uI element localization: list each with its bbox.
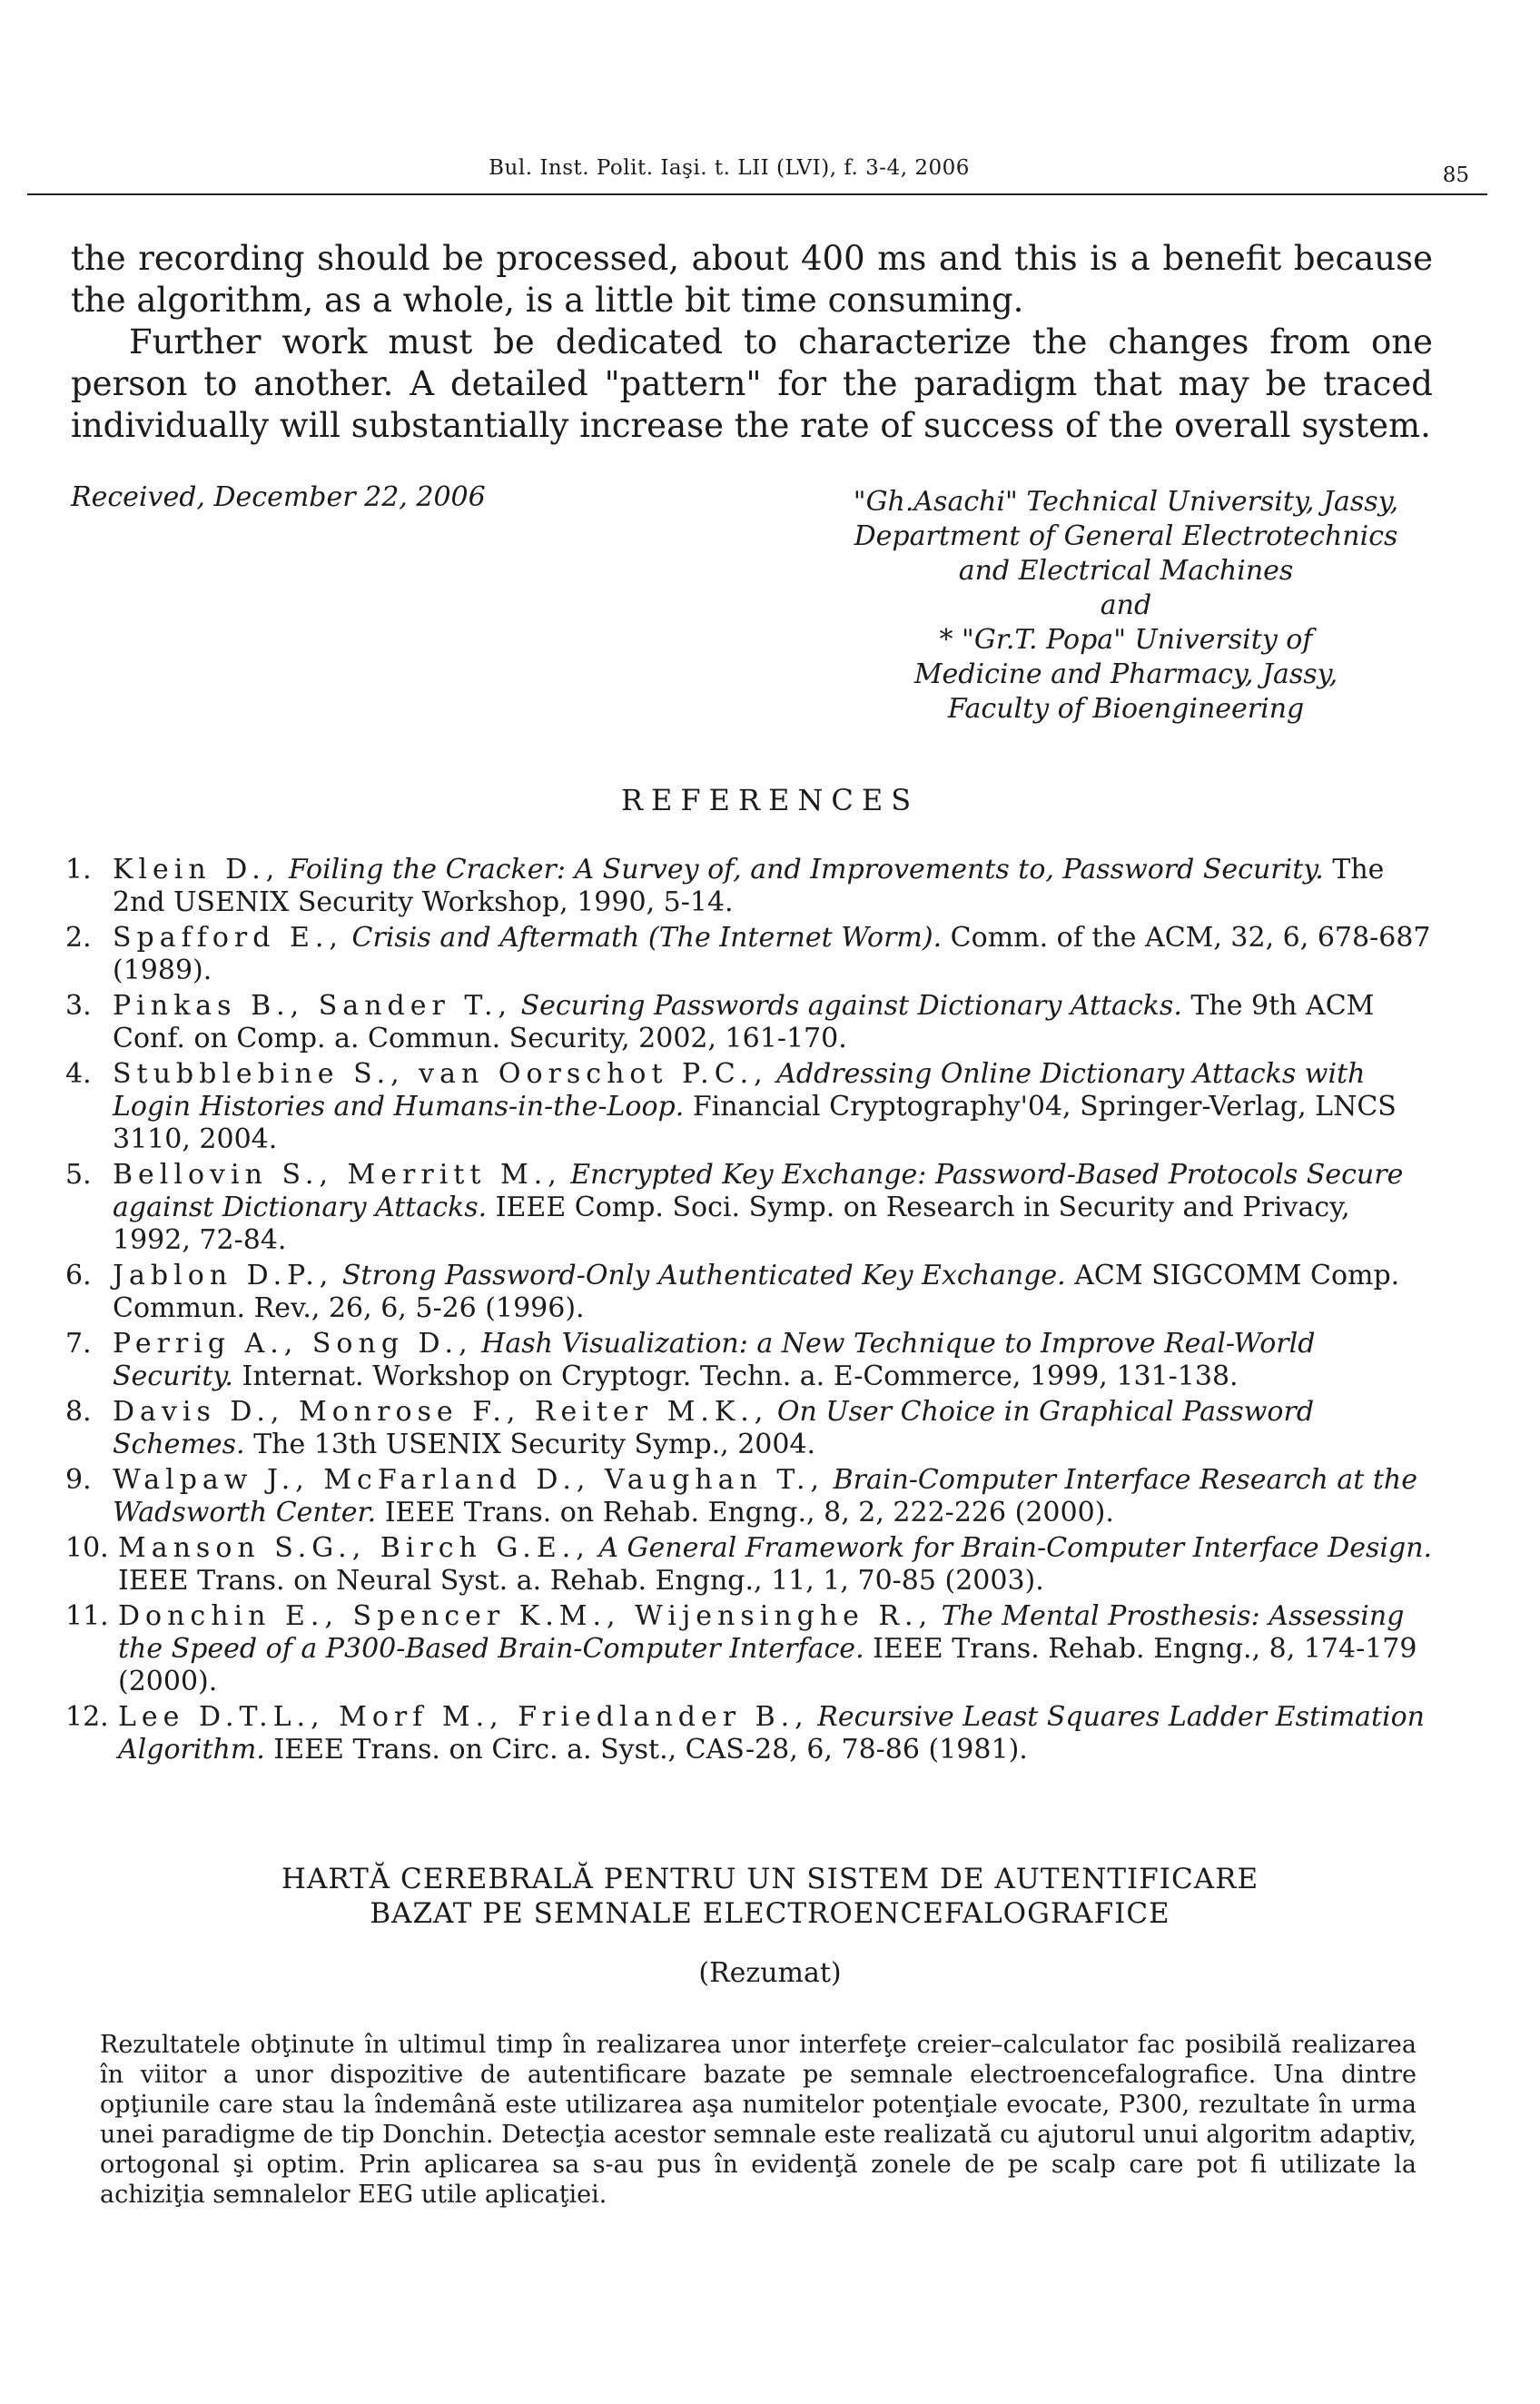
reference-title: Brain-Computer Interface Research at the Wadsworth Center. bbox=[113, 1464, 1417, 1528]
reference-authors: Bellovin S., Merritt M., bbox=[113, 1159, 562, 1191]
page-number: 85 bbox=[1442, 163, 1469, 187]
summary-title-line: BAZAT PE SEMNALE ELECTROENCEFALOGRAFICE bbox=[370, 1897, 1170, 1930]
reference-item bbox=[65, 854, 1436, 919]
reference-source: ACM SIGCOMM Comp. Commun. Rev., 26, 6, 5-26 (1996). bbox=[113, 1260, 1400, 1324]
reference-source: IEEE Trans. on Neural Syst. a. Rehab. Engng., 11, 1, 70-85 (2003). bbox=[118, 1565, 1044, 1597]
reference-source: IEEE Trans. on Circ. a. Syst., CAS-28, 6, 78-86 (1981). bbox=[273, 1734, 1028, 1766]
reference-title: Strong Password-Only Authenticated Key Exchange. bbox=[341, 1260, 1066, 1291]
reference-authors: Stubblebine S., van Oorschot P.C., bbox=[113, 1058, 768, 1090]
reference-number: 3. bbox=[65, 990, 92, 1022]
reference-authors: Walpaw J., McFarland D., Vaughan T., bbox=[113, 1464, 825, 1496]
reference-title: Addressing Online Dictionary Attacks with Login Histories and Humans-in-the-Loop. bbox=[113, 1058, 1366, 1123]
reference-item bbox=[65, 1159, 1436, 1257]
author-affiliation bbox=[772, 485, 1480, 727]
reference-number: 7. bbox=[65, 1328, 92, 1360]
reference-item bbox=[65, 990, 1436, 1055]
reference-title: Encrypted Key Exchange: Password-Based Protocols Secure against Dictionary Attacks. bbox=[113, 1159, 1404, 1223]
affiliation-line: Medicine and Pharmacy, Jassy, bbox=[913, 658, 1338, 690]
reference-number: 6. bbox=[65, 1260, 92, 1291]
reference-number: 10. bbox=[65, 1532, 109, 1564]
reference-source: IEEE Trans. Rehab. Engng., 8, 174-179 (2000). bbox=[118, 1633, 1417, 1697]
reference-item bbox=[65, 1260, 1436, 1325]
reference-source: The 9th ACM Conf. on Comp. a. Commun. Security, 2002, 161-170. bbox=[113, 990, 1375, 1054]
reference-authors: Perrig A., Song D., bbox=[113, 1328, 473, 1360]
paragraph-1: the recording should be processed, about 400 ms and this is a benefit because the algorithm, as a whole, is a little bit time consuming. bbox=[71, 239, 1433, 320]
reference-title: The Mental Prosthesis: Assessing the Speed of a P300-Based Brain-Computer Interface. bbox=[118, 1600, 1405, 1665]
reference-item bbox=[65, 1532, 1436, 1598]
summary-title-line: HARTĂ CEREBRALĂ PENTRU UN SISTEM DE AUTENTIFICARE bbox=[281, 1863, 1259, 1895]
journal-citation: Bul. Inst. Polit. Iaşi. t. LII (LVI), f. 3-4, 2006 bbox=[489, 156, 970, 180]
affiliation-line: Department of General Electrotechnics bbox=[854, 520, 1398, 552]
reference-item bbox=[65, 1396, 1436, 1461]
reference-number: 8. bbox=[65, 1396, 92, 1428]
reference-number: 2. bbox=[65, 922, 92, 954]
affiliation-line: and bbox=[1100, 589, 1152, 621]
reference-title: Securing Passwords against Dictionary Attacks. bbox=[520, 990, 1182, 1022]
reference-source: Comm. of the ACM, 32, 6, 678-687 (1989). bbox=[113, 922, 1431, 986]
reference-item bbox=[65, 1058, 1436, 1156]
reference-number: 4. bbox=[65, 1058, 92, 1090]
reference-item bbox=[65, 1701, 1436, 1766]
reference-list bbox=[65, 854, 1436, 1769]
reference-number: 1. bbox=[65, 854, 92, 885]
reference-source: Financial Cryptography'04, Springer-Verlag, LNCS 3110, 2004. bbox=[113, 1091, 1397, 1155]
reference-title: Foiling the Cracker: A Survey of, and Improvements to, Password Security. bbox=[288, 854, 1324, 885]
body-text bbox=[71, 238, 1433, 447]
reference-source: Internat. Workshop on Cryptogr. Techn. a. E-Commerce, 1999, 131-138. bbox=[242, 1360, 1239, 1392]
reference-item bbox=[65, 1600, 1436, 1698]
reference-number: 12. bbox=[65, 1701, 109, 1733]
reference-title: Hash Visualization: a New Technique to Improve Real-World Security. bbox=[113, 1328, 1316, 1392]
reference-title: A General Framework for Brain-Computer Interface Design. bbox=[598, 1532, 1433, 1564]
reference-authors: Jablon D.P., bbox=[113, 1260, 334, 1291]
reference-authors: Davis D., Monrose F., Reiter M.K., bbox=[113, 1396, 769, 1428]
reference-authors: Pinkas B., Sander T., bbox=[113, 990, 513, 1022]
summary-title bbox=[0, 1862, 1540, 1931]
reference-authors: Klein D., bbox=[113, 854, 281, 885]
summary-text: Rezultatele obţinute în ultimul timp în realizarea unor interfeţe creier–calculator fac posibilă realizarea în viitor a unor dispozitive de autentificare bazate pe semnale electroencefalografice. Una dintre opţiunile care stau la îndemână este utilizarea aşa numitelor potenţiale evocate, P300, rezultate în urma unei paradigme de tip Donchin. Detecţia acestor semnale este realizată cu ajutorul unui algoritm adaptiv, ortogonal şi optim. Prin aplicarea sa s-au pus în evidenţă zonele de pe scalp care pot fi utilizate la achiziţia semnalelor EEG utile aplicaţiei. bbox=[100, 2031, 1417, 2209]
reference-authors: Lee D.T.L., Morf M., Friedlander B., bbox=[118, 1701, 809, 1733]
paragraph-2: Further work must be dedicated to characterize the changes from one person to another. A detailed "pattern" for the paradigm that may be traced individually will substantially increase the rate of success of the overall system. bbox=[71, 322, 1433, 445]
reference-source: The 2nd USENIX Security Workshop, 1990, 5-14. bbox=[113, 854, 1385, 918]
affiliation-line: * "Gr.T. Popa" University of bbox=[939, 624, 1313, 656]
running-header bbox=[27, 156, 1469, 187]
reference-title: Recursive Least Squares Ladder Estimation Algorithm. bbox=[118, 1701, 1425, 1766]
affiliation-line: and Electrical Machines bbox=[958, 555, 1294, 587]
header-rule bbox=[27, 193, 1487, 195]
reference-source: IEEE Trans. on Rehab. Engng., 8, 2, 222-226 (2000). bbox=[384, 1497, 1114, 1528]
reference-number: 5. bbox=[65, 1159, 92, 1191]
reference-item bbox=[65, 1464, 1436, 1529]
reference-source: IEEE Comp. Soci. Symp. on Research in Security and Privacy, 1992, 72-84. bbox=[113, 1192, 1350, 1256]
affiliation-line: "Gh.Asachi" Technical University, Jassy, bbox=[853, 486, 1399, 518]
reference-title: Crisis and Aftermath (The Internet Worm). bbox=[351, 922, 943, 954]
references-heading: REFERENCES bbox=[620, 783, 920, 817]
reference-authors: Manson S.G., Birch G.E., bbox=[118, 1532, 590, 1564]
reference-authors: Spafford E., bbox=[113, 922, 343, 954]
reference-title: On User Choice in Graphical Password Schemes. bbox=[113, 1396, 1315, 1460]
reference-authors: Donchin E., Spencer K.M., Wijensinghe R., bbox=[118, 1600, 933, 1632]
reference-number: 9. bbox=[65, 1464, 92, 1496]
received-date: Received, December 22, 2006 bbox=[71, 481, 486, 513]
reference-number: 11. bbox=[65, 1600, 109, 1632]
reference-source: The 13th USENIX Security Symp., 2004. bbox=[253, 1429, 816, 1460]
summary-subtitle: (Rezumat) bbox=[698, 1957, 842, 1989]
reference-item bbox=[65, 1328, 1436, 1393]
affiliation-line: Faculty of Bioengineering bbox=[947, 693, 1305, 725]
reference-item bbox=[65, 922, 1436, 987]
